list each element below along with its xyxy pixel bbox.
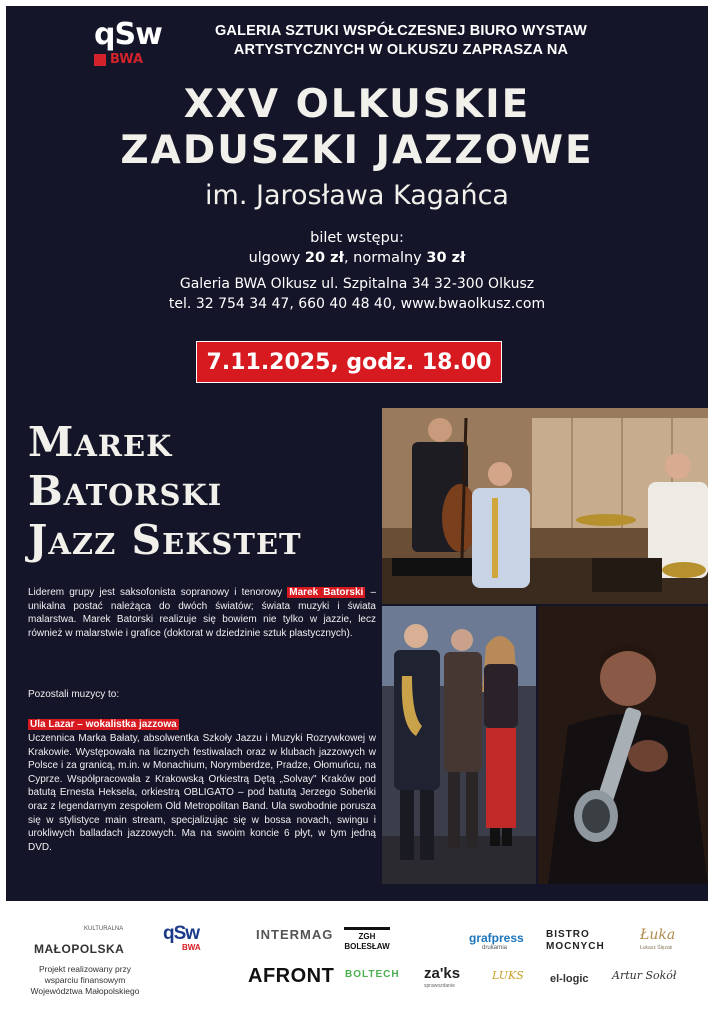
gallery-line-2: ARTYSTYCZNYCH W OLKUSZU ZAPRASZA NA	[233, 42, 569, 58]
qsw-footer-logo: qSw	[163, 923, 200, 944]
band-description: Liderem grupy jest saksofonista sopranowy i tenorowy Marek Batorski – unikalna postać należąca do dwóch światów; świata muzyki i świata malarstwa. Marek Batorski realizuje się bowiem nie tylko w jazzie, lecz również w malarstwie i grafice (doktorat w dziedzinie sztuk plastycznych).	[28, 587, 377, 639]
gallery-invitation	[191, 22, 611, 60]
ula-lazar-heading: Ula Lazar – wokalistka jazzowa	[30, 719, 177, 730]
band-name	[28, 418, 388, 565]
band-name-line-1: Marek	[28, 418, 173, 466]
band-name-line-3: Jazz Sekstet	[28, 516, 302, 564]
zaks-sub: sprawozdanie	[424, 983, 455, 989]
band-name-line-2: Batorski	[28, 467, 223, 515]
poster	[6, 6, 708, 901]
bwa-logo-square	[94, 54, 106, 66]
leader-name-highlight: Marek Batorski	[289, 587, 364, 598]
artur-sokol-logo: Artur Sokół	[612, 969, 677, 982]
ula-lazar-bio: Uczennica Marka Bałaty, absolwentka Szkoły Jazzu i Muzyki Rozrywkowej w Krakowie. Występowała na licznych festiwalach oraz w klubach jazzowych w Polsce i za granicą, m.in. w Monachium, Norymberdze, Pradze, Ołomuńcu, na Cyprze. Współpracowała z Krakowską Orkiestrą Dętą „Solvay" Kraków pod batutą Ernesta Heksela, orkiestrą OBLIGATO – pod batutą Jerzego Sobeńki oraz z legendarnym zespołem Old Metropolitan Band. Ula swobodnie porusza się w stylistyce main stream, specjalizując się w bossa novach, swingu i urokliwych balladach jazzowych. Ma na swoim koncie 6 płyt, w tym jedną DVD.	[28, 733, 376, 853]
grafpress-sub: drukarnia	[482, 945, 508, 951]
zgh-boleslaw-logo: ZGH BOLESŁAW	[344, 927, 390, 952]
afront-logo: AFRONT	[248, 965, 335, 987]
project-note: Projekt realizowany przy wsparciu finansowym Województwa Małopolskiego	[30, 964, 140, 996]
luka-sub: Łukasz Ślęzak	[640, 945, 673, 951]
bwa-footer-logo: BWA	[182, 943, 201, 952]
trumpeter-photo	[538, 606, 708, 884]
bwa-logo	[94, 17, 166, 74]
zaks-logo: za'ks	[424, 965, 461, 982]
ticket-normal-label: , normalny	[343, 250, 422, 266]
luka-logo: Łuka	[640, 927, 676, 943]
address-line-2: tel. 32 754 34 47, 660 40 48 40, www.bwaolkusz.com	[168, 296, 546, 312]
ticket-info	[66, 228, 648, 268]
other-musicians-heading: Pozostali muzycy to:	[28, 689, 120, 700]
grafpress-logo: grafpress	[469, 931, 524, 945]
piast-bet-logo: PIAST-BET	[412, 939, 430, 951]
malopolska-small-label: KULTURALNA	[84, 926, 124, 932]
event-title-line-1: XXV OLKUSKIE	[183, 82, 531, 127]
event-title-line-2: ZADUSZKI JAZZOWE	[120, 128, 594, 173]
luks-logo: LUKS	[492, 969, 524, 982]
event-title	[46, 82, 668, 174]
bistro-mocnych-logo: BISTRO MOCNYCH	[546, 929, 605, 952]
address-line-1: Galeria BWA Olkusz ul. Szpitalna 34 32-300 Olkusz	[179, 276, 535, 292]
bwa-logo-text: BWA	[110, 52, 144, 67]
event-subtitle: im. Jarosława Kagańca	[205, 180, 509, 211]
intermag-logo: INTERMAG	[256, 927, 334, 942]
trio-photo	[382, 606, 536, 884]
ticket-label: bilet wstępu:	[310, 230, 404, 246]
qsw-logo-text: qSw	[94, 17, 162, 52]
event-date: 7.11.2025, godz. 18.00	[196, 341, 502, 383]
venue-address	[66, 274, 648, 314]
gallery-line-1: GALERIA SZTUKI WSPÓŁCZESNEJ BIURO WYSTAW	[214, 23, 588, 39]
sponsors-footer	[0, 905, 716, 1024]
malopolska-label: MAŁOPOLSKA	[34, 942, 125, 956]
ticket-reduced-price: 20 zł	[304, 250, 344, 266]
el-logic-logo: el-logic	[550, 973, 589, 985]
ticket-normal-price: 30 zł	[426, 250, 466, 266]
ticket-reduced-label: ulgowy	[248, 250, 301, 266]
band-stage-photo	[382, 408, 708, 604]
boltech-logo: BOLTECH	[345, 969, 400, 980]
